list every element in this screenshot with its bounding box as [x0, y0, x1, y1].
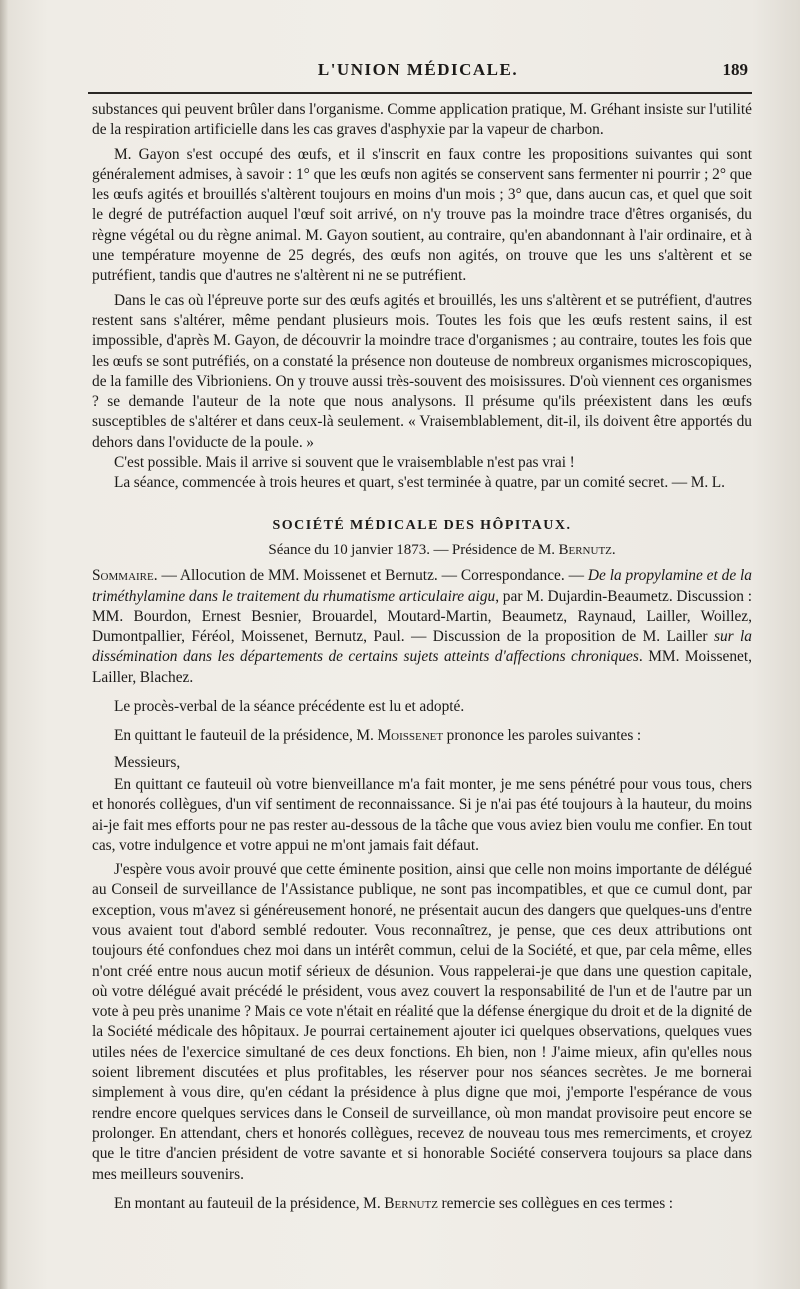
paragraph-grehant: substances qui peuvent brûler dans l'organisme. Comme application pratique, M. Gréhant insiste sur l'utilité de la respiration artificielle dans les cas graves d'asphyxie par la vapeur de charbon. — [92, 101, 752, 139]
paragraph-gayon-eggs: M. Gayon s'est occupé des œufs, et il s'inscrit en faux contre les propositions suivantes qui sont généralement admises, à savoir : 1° que les œufs non agités se conservent sans fermenter ni pourrir ; 2° que les œufs agités et brouillés s'altèrent toujours en moins d'un mois ; 3° que, dans aucun cas, et quel que soit le degré de putréfaction auquel l'œuf soit arrivé, on n'y trouve pas la moindre trace d'êtres organisés, du règne végétal ou du règne animal. M. Gayon soutient, au contraire, qu'en abandonnant à l'air ordinaire, et à une température moyenne de 25 degrés, des œufs non agités, on trouve que les uns s'altèrent et se putréfient, tandis que d'autres ne s'altèrent ni ne se putréfient. — [92, 145, 752, 285]
article-body — [92, 100, 752, 1214]
bernutz-intro — [92, 1194, 752, 1214]
summary-title-1: De la propylamine et de la triméthylamine dans le traitement du rhumatisme articulaire aigu — [92, 567, 753, 605]
page-number: 189 — [722, 60, 748, 79]
session-president: Bernutz — [558, 541, 612, 558]
binding-edge — [0, 0, 8, 1289]
session-line — [132, 540, 752, 560]
header-rule — [88, 92, 752, 94]
summary — [92, 566, 752, 688]
summary-text-3: . MM. Moissenet, Lailler, Blachez. — [92, 648, 752, 686]
bernutz-intro-prefix: En montant au fauteuil de la présidence, M. — [114, 1194, 381, 1212]
bernutz-intro-suffix: remercie ses collègues en ces termes : — [441, 1194, 674, 1212]
summary-label: Sommaire. — [92, 567, 158, 585]
summary-title-2: sur la dissémination dans les départements de certains sujets atteints d'affections chroniques — [92, 628, 752, 666]
speech-paragraph-1: En quittant ce fauteuil où votre bienveillance m'a fait monter, je me sens pénétré pour vous tous, chers et honorés collègues, d'un vif sentiment de reconnaissance. Si je n'ai pas été toujours à la hauteur, du moins ai-je fait mes efforts pour ne pas rester au-dessous de la tâche que vous aviez bien voulu me confier. En tout cas, votre indulgence et votre appui ne m'ont jamais fait défaut. — [92, 775, 752, 854]
minutes-adopted: Le procès-verbal de la séance précédente est lu et adopté. — [114, 698, 465, 716]
paragraph-session-end: La séance, commencée à trois heures et quart, s'est terminée à quatre, par un comité secret. — M. L. — [114, 474, 726, 492]
session-period: . — [611, 541, 616, 558]
journal-title: L'UNION MÉDICALE. — [317, 60, 519, 79]
summary-text-1: — Allocution de MM. Moissenet et Bernutz. — Correspondance. — — [157, 567, 588, 585]
speech-paragraph-2: J'espère vous avoir prouvé que cette éminente position, ainsi que celle non moins importante de délégué au Conseil de surveillance de l'Assistance publique, ne sont pas incompatibles, et que ce cumul dont, par exception, vous m'avez si généreusement honoré, ne présentait aucun des dangers que quelques-uns d'entre vous avaient tout d'abord semblé redouter. Vous reconnaîtrez, je pense, que ces deux attributions ont toujours été confondues chez moi dans un intérêt commun, celui de la Société, et que, par cela même, elles n'ont créé entre nous aucun motif sérieux de désunion. Vous rappelerai-je que dans une question capitale, où votre délégué avait précédé le président, vous avez couvert la responsabilité de l'un et de l'autre par un vote à peu près unanime ? Mais ce vote n'était en réalité que la défense énergique du droit et de la dignité de la Société médicale des hôpitaux. Je pourrai certainement ajouter ici quelques observations, quelques vues utiles nées de l'exercice simultané de ces deux fonctions. Eh bien, non ! J'aime mieux, afin qu'elles nous soient librement discutées et plus profitables, les réserver pour nos séances secrètes. Je me bornerai simplement à vous dire, qu'en cédant la présidence à plus digne que moi, j'emporte l'espérance de vous rendre encore quelques services dans le Conseil de surveillance, où mon mandat provisoire peut encore se prolonger. En attendant, chers et honorés collègues, recevez de nouveau tous mes remerciments, et croyez que le titre d'ancien président de votre savante et si honorable Société conservera toujours sa place dans mes meilleurs souvenirs. — [92, 861, 752, 1183]
speech-greeting: Messieurs, — [114, 753, 181, 771]
moissenet-intro — [92, 726, 752, 746]
section-title: SOCIÉTÉ MÉDICALE DES HÔPITAUX. — [272, 517, 572, 533]
summary-text-2: , par M. Dujardin-Beaumetz. Discussion : MM. Bourdon, Ernest Besnier, Brouardel, Moutard-Martin, Beaumetz, Raynaud, Lailler, Woillez, Dumontpallier, Féréol, Moissenet, Bernutz, Paul. — Discussion de la proposition de M. Lailler — [92, 587, 752, 646]
paragraph-remark: C'est possible. Mais il arrive si souvent que le vraisemblable n'est pas vrai ! — [114, 454, 575, 472]
moissenet-name: Moissenet — [377, 727, 444, 745]
moissenet-intro-suffix: prononce les paroles suivantes : — [446, 727, 642, 745]
moissenet-intro-prefix: En quittant le fauteuil de la présidence, M. — [114, 727, 374, 745]
session-date: Séance du 10 janvier 1873. — Présidence de M. — [268, 541, 556, 558]
paragraph-agitated-eggs: Dans le cas où l'épreuve porte sur des œufs agités et brouillés, les uns s'altèrent et se putréfient, d'autres restent sans s'altérer, même pendant plusieurs mois. Toutes les fois que les œufs restent sains, il est impossible, d'après M. Gayon, de découvrir la moindre trace d'organismes ; au contraire, toutes les fois que les œufs se sont putréfiés, on a constaté la présence non douteuse de nombreux organismes microscopiques, de la famille des Vibrioniens. On y trouve aussi très-souvent des moisissures. D'où viennent ces organismes ? se demande l'auteur de la note que nous analysons. Il présume qu'ils préexistent dans les œufs susceptibles de s'altérer et dans ceux-là seulement. « Vraisemblablement, dit-il, ils doivent être apportés du dehors dans l'oviducte de la poule. » — [92, 291, 752, 451]
bernutz-name: Bernutz — [384, 1194, 438, 1212]
running-head — [88, 60, 748, 84]
